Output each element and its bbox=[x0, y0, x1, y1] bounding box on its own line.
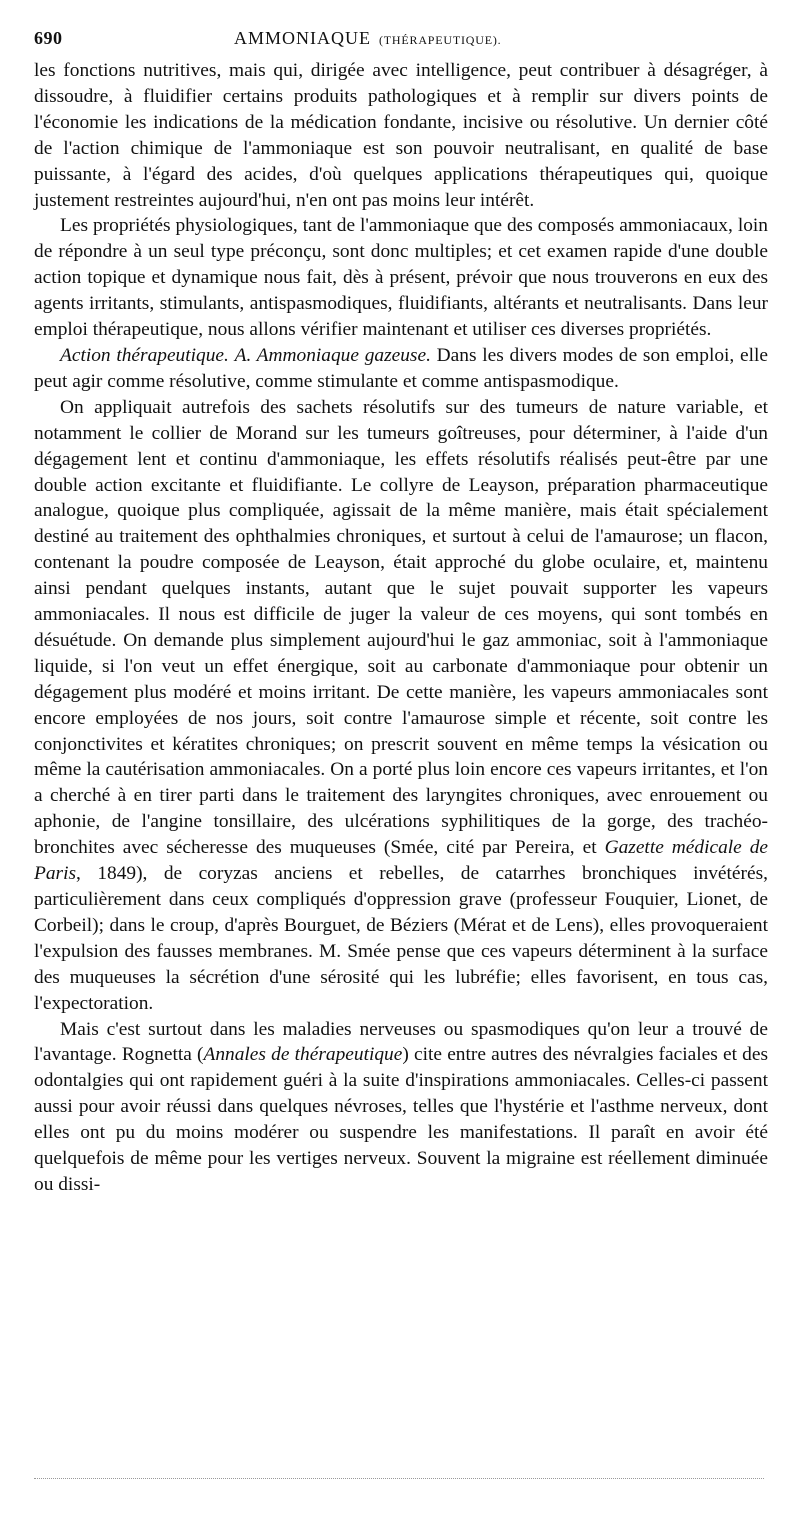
citation-gazette: Gazette médicale de Paris bbox=[34, 837, 769, 885]
footer-rule bbox=[34, 1478, 764, 1479]
paragraph-5-text-b: ) cite entre autres des névralgies faciales et des odontalgies qui ont rapidement guéri à la suite d'inspirations ammoniacales. Celles-ci passent aussi pour avoir réussi dans quelques névroses, telles que l'hystérie et l'asthme nerveux, dont elles ont pu du moins modérer ou suspendre les manifestations. Il paraît en avoir été quelquefois de même pour les vertiges nerveux. Souvent la migraine est réellement diminuée ou dissi- bbox=[34, 1044, 768, 1195]
paragraph-3-text: Dans les divers modes de son emploi, elle peut agir comme résolutive, comme stimulante et comme antispasmodique. bbox=[34, 344, 768, 392]
body-text bbox=[34, 58, 768, 1198]
paragraph-2: Les propriétés physiologiques, tant de l'ammoniaque que des composés ammoniacaux, loin de répondre à un seul type préconçu, sont donc multiples; et cet examen rapide d'une double action topique et dynamique nous fait, dès à présent, prévoir que nous trouverons en eux des agents irritants, stimulants, antispasmodiques, fluidifiants, altérants et neutralisants. Dans leur emploi thérapeutique, nous allons vérifier maintenant et utiliser ces diverses propriétés. bbox=[34, 215, 768, 341]
paragraph-4-text-b: , 1849), de coryzas anciens et rebelles, de catarrhes bronchiques invétérés, particulièrement dans ceux compliqués d'oppression grave (professeur Fouquier, Lionet, de Corbeil); dans le croup, d'après Bourguet, de Béziers (Mérat et de Lens), elles provoqueraient l'expulsion des fausses membranes. M. Smée pense que ces vapeurs déterminent à la surface des muqueuses la sécrétion d'une sérosité qui les lubréfie; elles favorisent, en tous cas, l'expectoration. bbox=[34, 863, 768, 1014]
paragraph-4 bbox=[34, 395, 768, 1017]
paragraph-5 bbox=[34, 1017, 768, 1198]
paragraph-3 bbox=[34, 343, 768, 395]
paragraph-1: les fonctions nutritives, mais qui, dirigée avec intelligence, peut contribuer à désagréger, à dissoudre, à fluidifier certains produits pathologiques et à remplir sur divers points de l'économie les indications de la médication fondante, incisive ou résolutive. Un dernier côté de l'action chimique de l'ammoniaque est son pouvoir neutralisant, en qualité de base puissante, à l'égard des acides, d'où quelques applications thérapeutiques qui, quoique justement restreintes aujourd'hui, n'en ont pas moins leur intérêt. bbox=[34, 60, 768, 211]
running-subtitle: (THÉRAPEUTIQUE). bbox=[379, 33, 502, 47]
subsection-heading: A. Ammoniaque gazeuse. bbox=[234, 344, 431, 366]
page-number: 690 bbox=[34, 28, 63, 48]
book-page bbox=[34, 28, 768, 1198]
running-head bbox=[34, 28, 768, 58]
section-heading: Action thérapeutique. bbox=[60, 344, 229, 366]
running-title: AMMONIAQUE bbox=[234, 28, 371, 48]
paragraph-4-text-a: On appliquait autrefois des sachets résolutifs sur des tumeurs de nature variable, et notamment le collier de Morand sur les tumeurs goîtreuses, pour déterminer, à l'aide d'un dégagement lent et continu d'ammoniaque, les effets résolutifs réalisés peut-être par une double action excitante et fluidifiante. Le collyre de Leayson, préparation pharmaceutique analogue, quoique plus compliquée, agissait de la même manière, mais était spécialement destiné au traitement des ophthalmies chroniques, et surtout à celui de l'amaurose; un flacon, contenant la poudre composée de Leayson, était approché du globe oculaire, et, maintenu ainsi pendant quelques instants, autant que le sujet pouvait supporter les vapeurs ammoniacales. Il nous est difficile de juger la valeur de ces moyens, qui sont tombés en désuétude. On demande plus simplement aujourd'hui le gaz ammoniac, soit à l'ammoniaque liquide, si l'on veut un effet énergique, soit au carbonate d'ammoniaque pour obtenir un dégagement plus modéré et moins irritant. De cette manière, les vapeurs ammoniacales sont encore employées de nos jours, soit contre l'amaurose simple et récente, soit contre les conjonctivites et kératites chroniques; on prescrit souvent en même temps la vésication ou même la cautérisation ammoniacales. On a porté plus loin encore ces vapeurs irritantes, et l'on a cherché à en tirer parti dans le traitement des laryngites chroniques, avec enrouement ou aphonie, de l'angine tonsillaire, des ulcérations syphilitiques de la gorge, des trachéo-bronchites avec sécheresse des muqueuses (Smée, cité par Pereira, et bbox=[34, 396, 768, 859]
citation-annales: Annales de thérapeutique bbox=[203, 1044, 403, 1066]
paragraph-5-text-a: Mais c'est surtout dans les maladies nerveuses ou spasmodiques qu'on leur a trouvé de l'avantage. Rognetta ( bbox=[34, 1018, 768, 1066]
